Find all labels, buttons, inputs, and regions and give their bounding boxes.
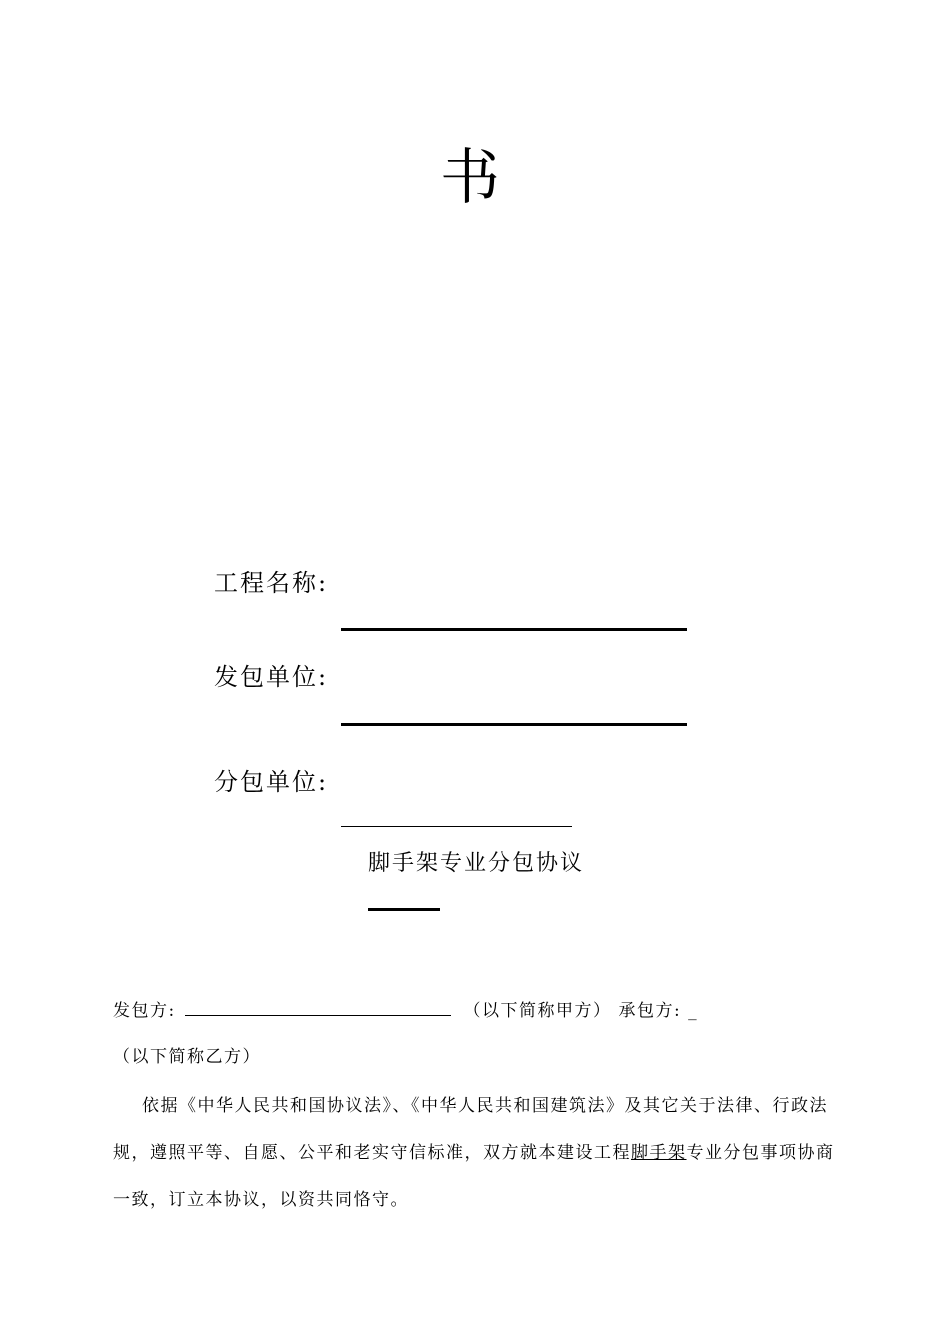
project-name-label: 工程名称: [214,569,329,597]
para-line-2 [113,1140,835,1166]
cover-title-char: 书 [440,143,500,213]
para-line-2-pre: 规，遵照平等、自愿、公平和老实守信标准，双方就本建设工程 [113,1143,631,1163]
scaffold-term: 脚手架 [631,1143,687,1163]
contractor-line [341,723,687,726]
para-line-1: 依据《中华人民共和国协议法》、《中华人民共和国建筑法》及其它关于法律、行政法 [142,1096,828,1116]
subtitle-underline [368,908,440,911]
party-b-blank: _ [688,1001,699,1021]
subcontractor-line [341,826,572,827]
para-line-3: 一致，订立本协议，以资共同恪守。 [113,1190,409,1210]
project-name-line [341,628,687,631]
subcontractor-label: 分包单位: [214,768,329,796]
party-line [113,998,698,1024]
party-a-label: 发包方: [113,1001,176,1021]
party-b-note: （以下简称乙方） [113,1047,261,1067]
party-a-note: （以下简称甲方） [463,1001,612,1021]
contractor-label: 发包单位: [214,663,329,691]
para-line-2-post: 专业分包事项协商 [686,1143,835,1163]
party-b-label: 承包方: [618,1001,682,1021]
party-a-blank [185,999,451,1016]
agreement-subtitle: 脚手架专业分包协议 [368,851,585,876]
